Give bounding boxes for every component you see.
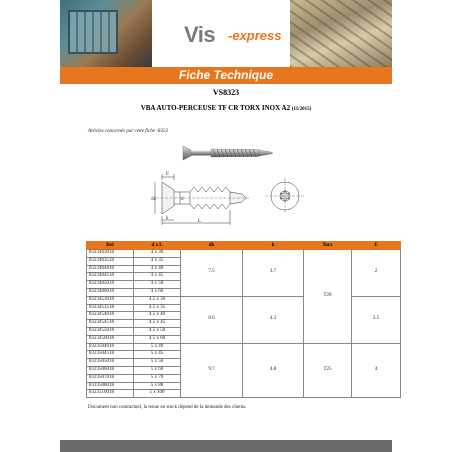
cell-ref: 8323403018 xyxy=(87,250,134,258)
cell-ref: 8323404518 xyxy=(87,273,134,281)
dim-label-dk: dk xyxy=(151,197,156,202)
cell-k: 4.8 xyxy=(243,343,304,398)
table-row xyxy=(87,250,401,258)
table-header-row xyxy=(87,242,401,250)
cell-dl: 4.5 x 30 xyxy=(134,296,181,304)
footer-bar xyxy=(60,440,392,452)
logo-main-text: Vis xyxy=(184,22,216,47)
technical-drawing xyxy=(150,170,325,226)
cell-ref: 8323504518 xyxy=(87,351,134,359)
cell-dk: 8.6 xyxy=(181,296,243,343)
col-header-dl: d x L xyxy=(134,242,181,250)
cell-ref: 8323506018 xyxy=(87,366,134,374)
cell-ref: 8323504018 xyxy=(87,343,134,351)
cell-dl: 5 x 70 xyxy=(134,374,181,382)
cell-dl: 4 x 30 xyxy=(134,250,181,258)
col-header-e: E xyxy=(352,242,401,250)
dim-label-l: L xyxy=(198,219,202,224)
concerned-articles: Articles concernés par cette fiche :8323 xyxy=(88,129,168,134)
cell-ref: 8323508018 xyxy=(87,382,134,390)
header-photo-tools xyxy=(60,0,152,67)
cell-dl: 4.5 x 40 xyxy=(134,312,181,320)
cell-ref: 8323455018 xyxy=(87,327,134,335)
fiche-title: Fiche Technique xyxy=(178,68,274,82)
dim-label-d: d xyxy=(181,197,184,202)
cell-dl: 5 x 40 xyxy=(134,343,181,351)
cell-ref: 8323404018 xyxy=(87,265,134,273)
cell-e: 3.5 xyxy=(352,296,401,343)
cell-dl: 4 x 50 xyxy=(134,281,181,289)
cell-dl: 5 x 45 xyxy=(134,351,181,359)
brand-logo xyxy=(152,0,290,67)
cell-k: 4.3 xyxy=(243,296,304,343)
cell-dl: 4 x 35 xyxy=(134,257,181,265)
cell-k: 3.7 xyxy=(243,250,304,297)
cell-torx: T20 xyxy=(304,250,352,344)
cell-dl: 4 x 40 xyxy=(134,265,181,273)
dim-label-e: E xyxy=(166,172,170,177)
cell-dl: 5 x 100 xyxy=(134,390,181,398)
cell-ref: 8323505018 xyxy=(87,359,134,367)
cell-ref: 8323456018 xyxy=(87,335,134,343)
product-title: VBA AUTO-PERCEUSE TF CR TORX INOX A2 xyxy=(140,104,291,112)
col-header-k: k xyxy=(243,242,304,250)
table-row xyxy=(87,296,401,304)
cell-e: 2 xyxy=(352,250,401,297)
col-header-torx: Torx xyxy=(304,242,352,250)
cell-ref: 8323453018 xyxy=(87,296,134,304)
cell-ref: 8323453518 xyxy=(87,304,134,312)
cell-dl: 4 x 60 xyxy=(134,288,181,296)
product-title-date: (11/2015) xyxy=(291,107,312,112)
cell-dl: 4.5 x 35 xyxy=(134,304,181,312)
screw-photo xyxy=(181,144,275,162)
logo-accent-text: -express xyxy=(228,28,282,43)
cell-dk: 9.7 xyxy=(181,343,243,398)
table-row xyxy=(87,343,401,351)
cell-torx: T25 xyxy=(304,343,352,398)
cell-dl: 5 x 60 xyxy=(134,366,181,374)
cell-dk: 7.5 xyxy=(181,250,243,297)
cell-dl: 4 x 45 xyxy=(134,273,181,281)
header-photo-screws xyxy=(290,0,392,67)
cell-ref: 8323406018 xyxy=(87,288,134,296)
product-code: VS8323 xyxy=(212,88,240,97)
spec-table xyxy=(86,241,401,398)
dim-label-k: k xyxy=(166,216,169,221)
cell-ref: 8323405018 xyxy=(87,281,134,289)
cell-ref: 8323510018 xyxy=(87,390,134,398)
disclaimer-text: Document non contractuel, la tenue en stock dépend de la demande des clients. xyxy=(88,405,247,410)
cell-ref: 8323454518 xyxy=(87,320,134,328)
cell-e: 4 xyxy=(352,343,401,398)
cell-dl: 4.5 x 60 xyxy=(134,335,181,343)
product-title-line xyxy=(60,104,392,112)
cell-dl: 4.5 x 45 xyxy=(134,320,181,328)
fiche-technique-bar xyxy=(60,67,392,84)
col-header-ref: Ref xyxy=(87,242,134,250)
cell-ref: 8323454018 xyxy=(87,312,134,320)
cell-dl: 5 x 80 xyxy=(134,382,181,390)
cell-ref: 8323507018 xyxy=(87,374,134,382)
cell-ref: 8323403518 xyxy=(87,257,134,265)
col-header-dk: dk xyxy=(181,242,243,250)
cell-dl: 4.5 x 50 xyxy=(134,327,181,335)
cell-dl: 5 x 50 xyxy=(134,359,181,367)
